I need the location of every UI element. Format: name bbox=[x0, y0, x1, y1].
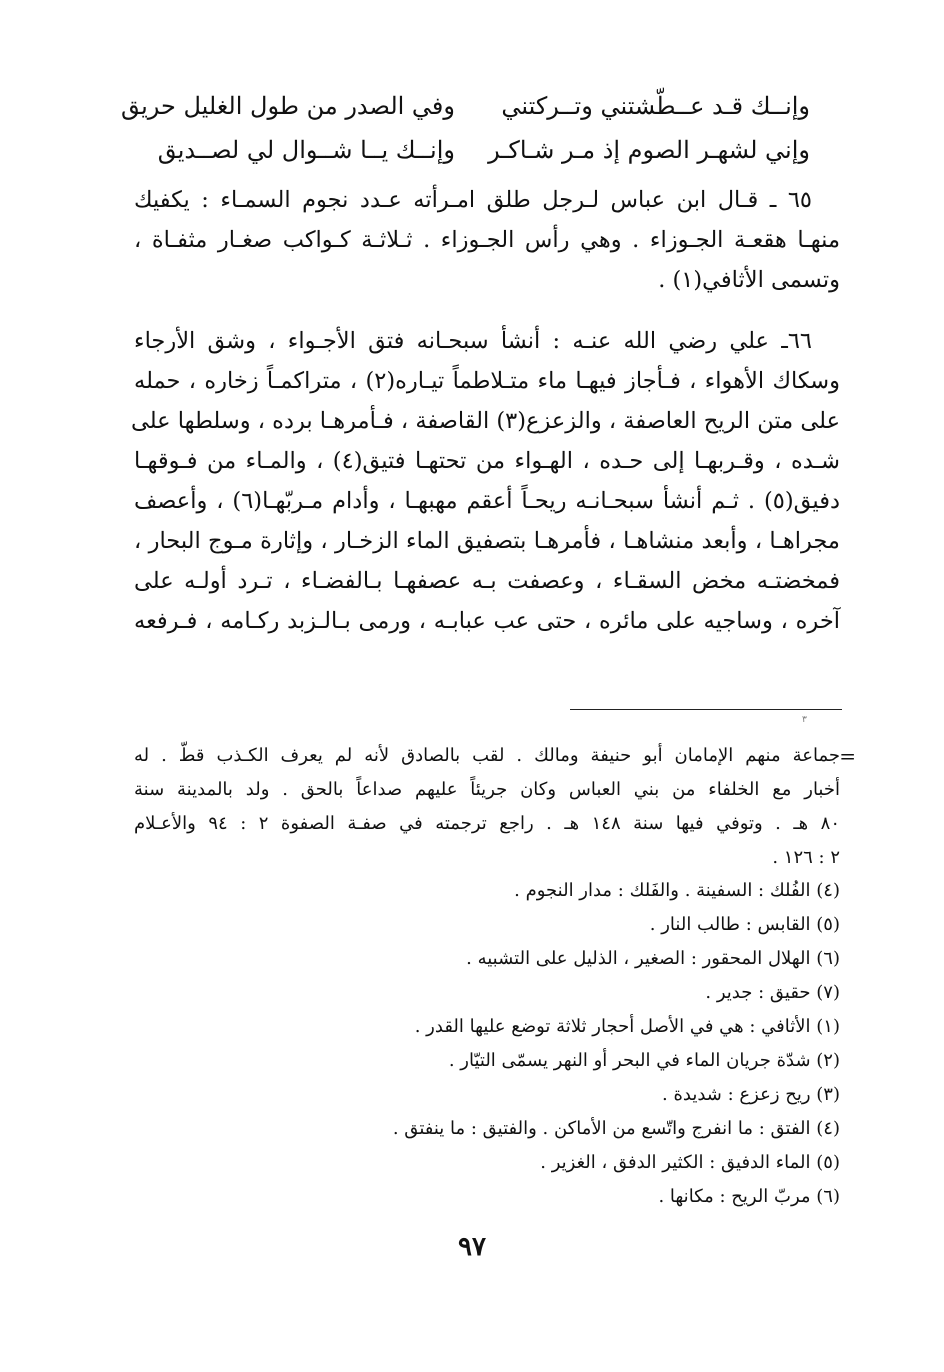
verse-line bbox=[121, 84, 810, 128]
paragraph-line: وسكاك الأهواء ، فـأجاز فيهـا ماء متـلاطماً تيـاره(٢) ، متراكمـاً زخاره ، حمله bbox=[134, 368, 840, 394]
continuation-mark: = bbox=[839, 744, 856, 768]
footnote-item: (٧) حقيق : جدير . bbox=[705, 982, 840, 1003]
verse-second-hemistich: وإنــك يــا شــوال لي لصــديق bbox=[157, 136, 455, 164]
paragraph-65 bbox=[134, 180, 840, 300]
footnote-item: (٦) مربّ الريح : مكانها . bbox=[658, 1186, 840, 1207]
verse-first-hemistich: وإنــك قـد عــطّشتني وتــركتني bbox=[501, 92, 810, 120]
separator-mark: ٣ bbox=[802, 715, 807, 725]
verse-second-hemistich: وفي الصدر من طول الغليل حريق bbox=[121, 92, 455, 120]
paragraph-line: فمخضتـه مخض السقـاء ، وعصفت بـه عصفهـا بـالفضـاء ، تـرد أولـه على bbox=[134, 568, 840, 594]
paragraph-line: دفيق(٥) . ثـم أنشأ سبحـانـه ريحـاً أعقم مهبهـا ، وأدام مـربّهـا(٦) ، وأعصف bbox=[134, 488, 840, 514]
footnote-item: (٤) الفتق : ما انفرج واتّسع من الأماكن . والفتيق : ما ينفتق . bbox=[392, 1118, 840, 1139]
paragraph-line: ٦٥ ـ قـال ابن عباس لـرجل طلق امـرأته عـدد نجوم السمـاء : يكفيك bbox=[134, 187, 812, 213]
footnote-item: (٤) الفُلك : السفينة . والفَلك : مدار النجوم . bbox=[514, 880, 840, 901]
footnote-line: ٢ : ١٢٦ . bbox=[772, 847, 840, 868]
footnote-item: (١) الأثافي : هي في الأصل أحجار ثلاثة توضع عليها القدر . bbox=[414, 1016, 840, 1037]
footnote-separator bbox=[570, 709, 842, 710]
verse-first-hemistich: وإني لشهـر الصوم إذ مـر شـاكـر bbox=[488, 136, 810, 164]
paragraph-line: شـده ، وقـربهـا إلى حـده ، الهـواء من تحتهـا فتيق(٤) ، والمـاء من فـوقهـا bbox=[134, 448, 840, 474]
paragraph-line: مجراهـا ، وأبعد منشاهـا ، فأمرهـا بتصفيق الماء الزخـار ، وإثارة مـوج البحار ، bbox=[134, 528, 840, 554]
footnote-item: (٦) الهلال المحقور : الصغير ، الذليل على التشبيه . bbox=[466, 948, 840, 969]
paragraph-line: وتسمى الأثافي(١) . bbox=[658, 267, 840, 293]
paragraph-line: منهـا هقعـة الجـوزاء . وهي رأس الجـوزاء . ثـلاثـة كـواكب صغـار مثفـاة ، bbox=[134, 227, 840, 253]
footnote-line: أخبار مع الخلفاء من بني العباس وكان جريئاً عليهم صداعاً بالحق . ولد بالمدينة سنة bbox=[134, 779, 840, 800]
poem-block bbox=[121, 84, 810, 172]
footnote-continued bbox=[134, 739, 840, 875]
paragraph-66 bbox=[130, 321, 840, 641]
footnote-item: (٢) شدّة جريان الماء في البحر أو النهر يسمّى التيّار . bbox=[448, 1050, 840, 1071]
footnote-item: (٣) ريح زعزع : شديدة . bbox=[662, 1084, 840, 1105]
verse-line bbox=[157, 128, 810, 172]
footnote-item: (٥) الماء الدفيق : الكثير الدفق ، الغزير . bbox=[540, 1152, 840, 1173]
footnote-line: جماعة منهم الإمامان أبو حنيفة ومالك . لقب بالصادق لأنه لم يعرف الكـذب قطّ . له bbox=[134, 745, 840, 766]
footnote-item: (٥) القابس : طالب النار . bbox=[649, 914, 840, 935]
paragraph-line: آخره ، وساجيه على مائره ، حتى عب عبابـه ، ورمى بـالـزبد ركـامه ، فـرفعه bbox=[134, 608, 840, 634]
paragraph-line: ٦٦ـ علي رضي الله عنـه : أنشأ سبحـانه فتق الأجـواء ، وشق الأرجاء bbox=[134, 328, 812, 354]
paragraph-line: على متن الريح العاصفة ، والزعزع(٣) القاصفة ، فـأمرهـا برده ، وسلطها على bbox=[130, 408, 840, 434]
footnote-line: ٨٠ هـ . وتوفي فيها سنة ١٤٨ هـ . راجع ترجمته في صفـة الصفوة ٢ : ٩٤ والأعـلام bbox=[134, 813, 840, 834]
footnotes-list bbox=[134, 874, 840, 1214]
page-number: ٩٧ bbox=[458, 1232, 486, 1262]
